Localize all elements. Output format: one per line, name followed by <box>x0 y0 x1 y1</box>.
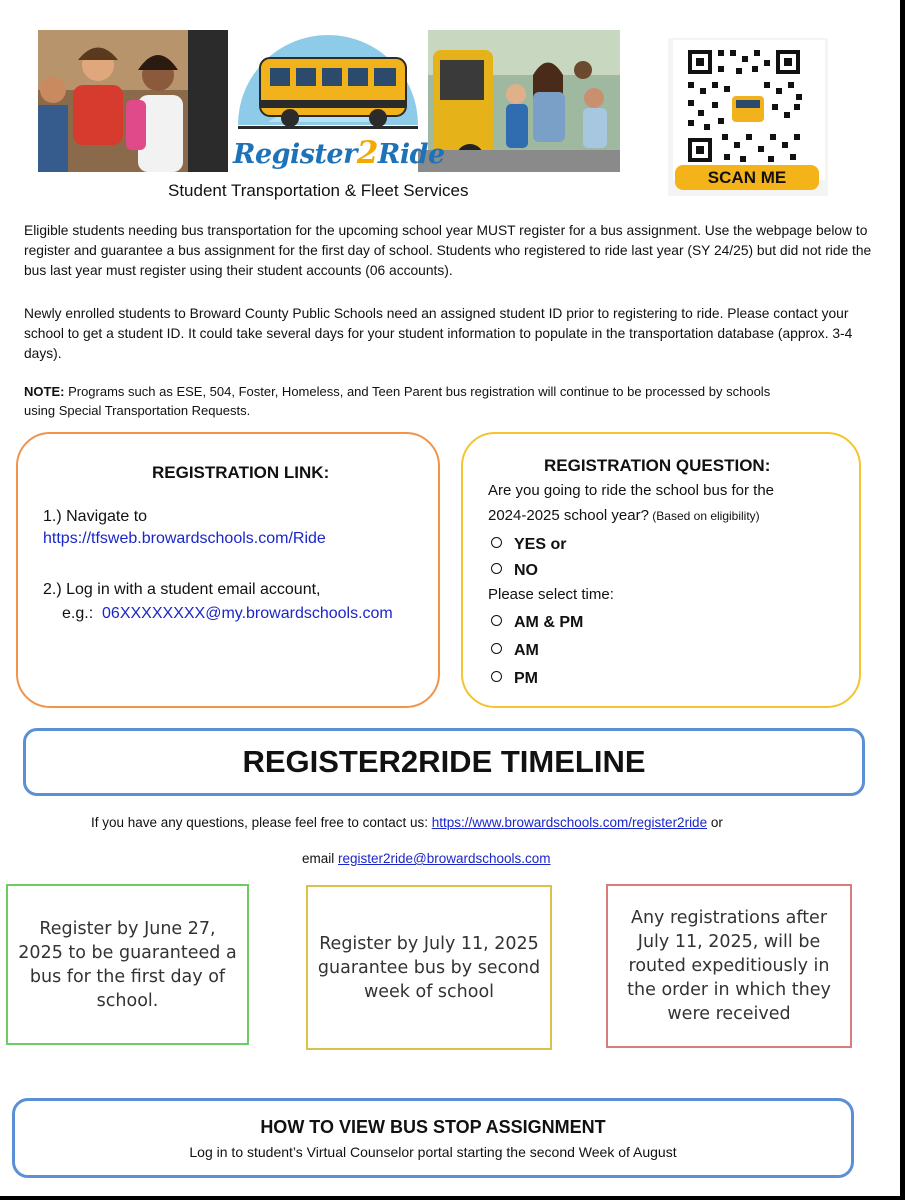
example-email: 06XXXXXXXX@my.browardschools.com <box>102 605 393 622</box>
step-navigate: 1.) Navigate to <box>43 508 148 525</box>
option-no[interactable]: NO <box>491 562 538 580</box>
radio-circle-icon <box>491 615 502 626</box>
radio-circle-icon <box>491 537 502 548</box>
radio-circle-icon <box>491 643 502 654</box>
question-line-1: Are you going to ride the school bus for the <box>488 482 775 499</box>
note-label: NOTE: <box>24 384 65 399</box>
registration-link-box <box>16 432 440 708</box>
deadline-card-first-day: Register by June 27, 2025 to be guaranteed a bus for the first day of school. <box>6 884 249 1045</box>
option-yes[interactable]: YES or <box>491 536 566 554</box>
registration-question-heading: REGISTRATION QUESTION: <box>544 456 771 475</box>
question-line-2: 2024-2025 school year? (Based on eligibility) <box>488 507 760 524</box>
registration-question-box <box>461 432 861 708</box>
note-text: Programs such as ESE, 504, Foster, Homeless, and Teen Parent bus registration will continue to be processed by schools using Special Transportation Requests. <box>24 384 771 418</box>
deadline-card-second-week: Register by July 11, 2025 guarantee bus by second week of school <box>306 885 552 1050</box>
email-example <box>62 605 393 623</box>
header-banner <box>38 30 620 172</box>
option-am-pm[interactable]: AM & PM <box>491 614 583 632</box>
timeline-title: REGISTER2RIDE TIMELINE <box>23 728 865 796</box>
radio-circle-icon <box>491 671 502 682</box>
option-am[interactable]: AM <box>491 642 539 660</box>
time-prompt: Please select time: <box>488 586 614 603</box>
contact-line: If you have any questions, please feel free to contact us: https://www.browardschools.com/register2ride or <box>91 815 723 830</box>
bus-stop-assignment-box <box>12 1098 854 1178</box>
bus-stop-title: HOW TO VIEW BUS STOP ASSIGNMENT <box>260 1117 606 1137</box>
radio-circle-icon <box>491 563 502 574</box>
email-line: email register2ride@browardschools.com <box>302 851 551 866</box>
option-pm[interactable]: PM <box>491 670 538 688</box>
example-prefix: e.g.: <box>62 605 94 622</box>
register2ride-logo: Register2Ride <box>233 135 445 171</box>
deadline-card-late: Any registrations after July 11, 2025, will be routed expeditiously in the order in which they were received <box>606 884 852 1048</box>
eligibility-paragraph: Eligible students needing bus transportation for the upcoming school year MUST register for a bus assignment. Use the webpage below to register and guarantee a bus assignment for the first day of school. Students who registered to ride last year (SY 24/25) but did not ride the bus last year must register using their student accounts (06 accounts). <box>24 223 872 278</box>
new-students-paragraph: Newly enrolled students to Broward County Public Schools need an assigned student ID prior to registering to ride. Please contact your school to get a student ID. It could take several days for your student information to populate in the transportation database (approx. 3-4 days). <box>24 306 853 361</box>
step-login: 2.) Log in with a student email account, <box>43 581 321 598</box>
department-subtitle: Student Transportation & Fleet Services <box>168 181 469 200</box>
contact-email-link[interactable]: register2ride@browardschools.com <box>338 851 551 866</box>
note-paragraph <box>24 382 784 420</box>
registration-link-heading: REGISTRATION LINK: <box>152 463 330 482</box>
bus-stop-instructions: Log in to student’s Virtual Counselor portal starting the second Week of August <box>189 1144 677 1160</box>
registration-url-link[interactable]: https://tfsweb.browardschools.com/Ride <box>43 530 326 547</box>
scan-me-label: SCAN ME <box>675 165 819 190</box>
register2ride-page-link[interactable]: https://www.browardschools.com/register2ride <box>431 815 708 830</box>
